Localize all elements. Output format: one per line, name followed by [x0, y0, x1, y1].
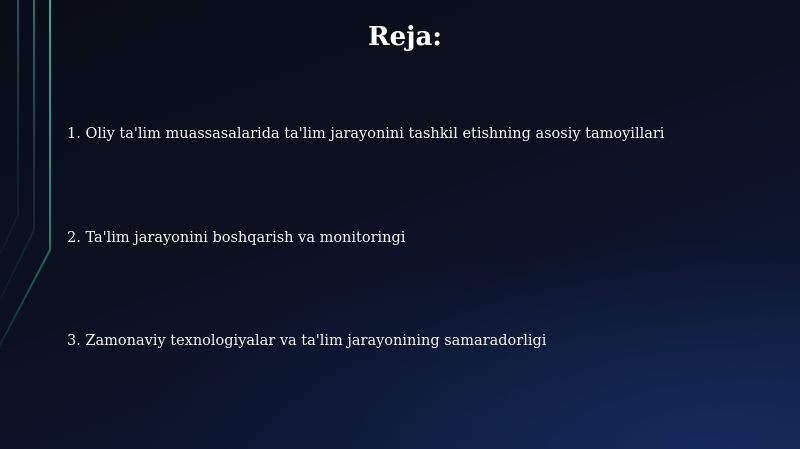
agenda-item: 2. Ta'lim jarayonini boshqarish va monitoringi: [67, 230, 406, 246]
agenda-item: 3. Zamonaviy texnologiyalar va ta'lim jarayonining samaradorligi: [67, 333, 547, 349]
decorative-lines: [0, 0, 70, 449]
slide-title: Reja:: [367, 22, 442, 52]
agenda-item: 1. Oliy ta'lim muassasalarida ta'lim jarayonini tashkil etishning asosiy tamoyillari: [67, 126, 665, 142]
